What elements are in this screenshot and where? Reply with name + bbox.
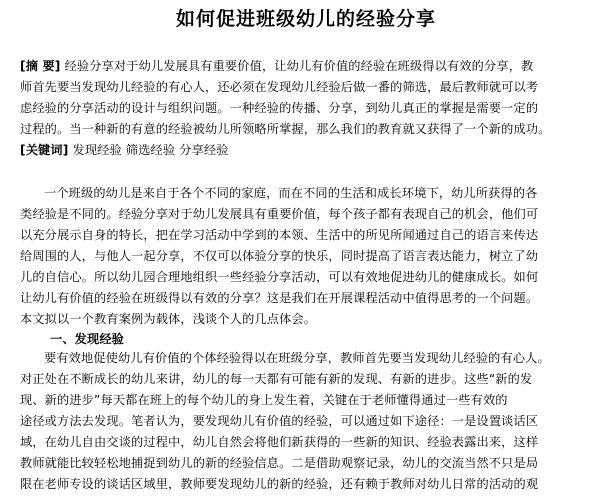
- body-line-2: 类经验是不同的。经验分享对于幼儿发展具有重要价值，每个孩子都有表现自己的机会，他们可: [20, 207, 539, 221]
- abstract-line-1: [20, 58, 612, 74]
- abstract-text: 经验分享对于幼儿发展具有重要价值，让幼儿有价值的经验在班级得以有效的分享，教: [64, 59, 534, 73]
- section1-line-2: 对正处在不断成长的幼儿来讲，幼儿的每一天都有可能有新的发现、有新的进步。这些“新的发: [20, 372, 533, 386]
- section1-line-5: 域，在幼儿自由交谈的过程中，幼儿自然会将他们新获得的一些新的知识、经验表露出来，这样: [20, 435, 539, 449]
- section1-line-4: 途径或方法去发现。笔者认为，要发现幼儿有价值的经验，可以通过如下途径：一是设置谈话区: [20, 414, 539, 428]
- abstract-line-3: 虑经验的分享活动的设计与组织问题。一种经验的传播、分享，到幼儿真正的掌握是需要一定的: [20, 101, 539, 115]
- section1-line-1: 要有效地促使幼儿有价值的个体经验得以在班级分享，教师首先要当发现幼儿经验的有心人。: [44, 351, 550, 365]
- body-line-5: 儿的自信心。所以幼儿园合理地组织一些经验分享活动，可以有效地促进幼儿的健康成长。如何: [20, 270, 539, 284]
- body-line-6: 让幼儿有价值的经验在班级得以有效的分享？这是我们在开展课程活动中值得思考的一个问题。: [20, 291, 539, 305]
- body-line-1: 一个班级的幼儿是来自于各个不同的家庭，而在不同的生活和成长环境下，幼儿所获得的各: [44, 186, 538, 200]
- abstract-line-2: 师首先要当发现幼儿经验的有心人，还必须在发现幼儿经验后做一番的筛选，最后教师就可以考: [20, 80, 539, 94]
- abstract-label: [摘 要]: [20, 59, 61, 73]
- document-title: 如何促进班级幼儿的经验分享: [175, 8, 436, 30]
- abstract-line-4: 过程的。当一种新的有意的经验被幼儿所领略所掌握，那么我们的教育就又获得了一个新的成功。: [20, 122, 551, 136]
- section1-line-7: 限在老师专设的谈话区域里，教师要发现幼儿的新的经验，还有赖于教师对幼儿日常的活动的观: [20, 477, 539, 491]
- body-line-3: 以充分展示自身的特长，把在学习活动中学到的本领、生活中的所见所闻通过自己的语言来传达: [20, 228, 539, 242]
- body-line-7: 本文拟以一个教育案例为载体，浅谈个人的几点体会。: [20, 312, 317, 326]
- keywords-label: [关键词]: [20, 143, 69, 157]
- section1-heading: 一、发现经验: [50, 332, 125, 346]
- keywords-text: 发现经验 筛选经验 分享经验: [72, 143, 229, 157]
- section1-line-6: 教师就能比较轻松地捕捉到幼儿的新的经验信息。二是借助观察记录，幼儿的交流当然不只是局: [20, 456, 539, 470]
- keywords-line: [20, 142, 612, 158]
- body-line-4: 给周围的人，与他人一起分享，不仅可以体验分享的快乐，同时提高了语言表达能力，树立了幼: [20, 249, 539, 263]
- section1-line-3: 现、新的进步”每天都在班上的每个幼儿的身上发生着，关键在于老师懂得通过一些有效的: [20, 393, 508, 407]
